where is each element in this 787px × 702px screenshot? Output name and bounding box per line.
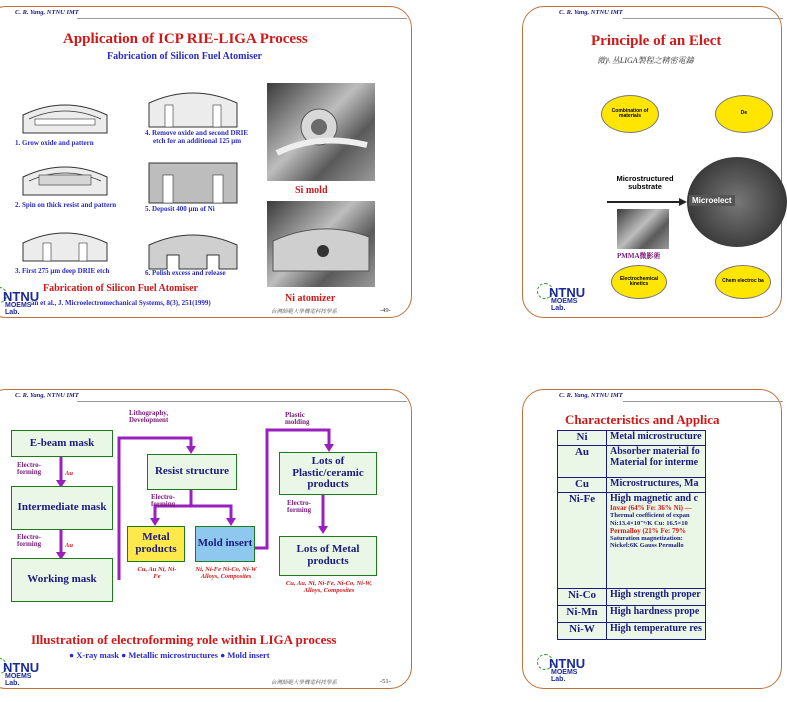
au-label-2: Au [65, 542, 73, 549]
logo-name: NTNU [3, 660, 40, 675]
logo-name: NTNU [549, 285, 586, 300]
gear-image [617, 209, 669, 249]
mold-materials: Ni, Ni-Fe Ni-Co, Ni-W Alloys, Composites [195, 566, 257, 581]
electroforming-label-1: Electro- forming [17, 461, 42, 477]
slide-subtitle: Fabrication of Silicon Fuel Atomiser [107, 51, 262, 62]
reference: an et al., J. Microelectromechanical Systems, 8(3), 251(1999) [31, 299, 211, 307]
logo-lab: MOEMS Lab. [5, 302, 32, 316]
ntnu-logo [0, 658, 43, 687]
table-row [558, 446, 706, 478]
oval-chem: Chem electroc ba [715, 265, 771, 299]
lithography-label: Lithography, Development [129, 409, 169, 425]
lots-metal-materials: Cu, Au, Ni, Ni-Fe, Ni-Co, Ni-W, Alloys, Composites [285, 580, 373, 595]
slide-51 [0, 389, 412, 689]
figure-caption: Fabrication of Silicon Fuel Atomiser [43, 283, 198, 294]
logo-name: NTNU [549, 656, 586, 671]
step-5-diagram [143, 157, 243, 205]
ni-cu-line: Ni:13.4×10⁻⁶/K Cu: 16.5×10 [610, 520, 688, 527]
logo-name: NTNU [3, 289, 40, 304]
desc-cell: Metal microstructure [607, 431, 706, 446]
step-2-diagram [15, 155, 115, 203]
table-row [558, 478, 706, 493]
electroforming-label-4: Electro- forming [287, 499, 312, 515]
desc-cell: High strength proper [607, 589, 706, 606]
intermediate-mask-box: Intermediate mask [11, 486, 113, 530]
page-number: -51- [380, 678, 391, 685]
oval-electrochemical: Electrochemical kinetics [611, 265, 667, 299]
slide-50 [522, 6, 782, 318]
element-cell: Ni-Co [558, 589, 607, 606]
table-row [558, 431, 706, 446]
desc-line-1: High magnetic and c [610, 493, 699, 504]
footer-text: 台灣師範大學機電科技學系 [271, 309, 338, 315]
lots-metal-products-box: Lots of Metal products [279, 536, 377, 576]
element-cell: Au [558, 446, 607, 478]
invar-line: Invar (64% Fe: 36% Ni) — [610, 504, 692, 512]
element-cell: Ni-W [558, 623, 607, 640]
desc-cell [607, 446, 706, 478]
au-label-1: Au [65, 470, 73, 477]
electroforming-label-3: Electro- forming [151, 493, 176, 509]
step-4-caption-cont: etch for an additional 125 μm [153, 137, 242, 145]
table-row [558, 606, 706, 623]
element-cell: Ni-Fe [558, 493, 607, 589]
element-cell: Ni-Mn [558, 606, 607, 623]
slide-49 [0, 6, 412, 318]
desc-cell: High temperature res [607, 623, 706, 640]
ntnu-logo [0, 287, 43, 316]
step-3-caption: 3. First 275 μm deep DRIE etch [15, 267, 110, 275]
slide-52 [522, 389, 782, 689]
header-rule [623, 18, 783, 19]
table-row [558, 589, 706, 606]
plastic-molding-label: Plastic molding [285, 411, 310, 427]
step-3-diagram [15, 221, 115, 269]
permalloy-line: Permalloy (21% Fe: 79% [610, 527, 687, 535]
ni-atomizer-label: Ni atomizer [285, 293, 336, 304]
page-number: -49- [380, 307, 391, 314]
oval-combination: Combination of materials [601, 95, 659, 133]
substrate-label: Microstructured substrate [616, 174, 674, 192]
saturation-line: Saturation magnetization: [610, 535, 683, 542]
author-line: C. R. Yang, NTNU IMT [15, 9, 79, 16]
step-4-diagram [143, 83, 243, 131]
step-4-caption: 4. Remove oxide and second DRIE [145, 129, 249, 137]
ni-atomizer-image [267, 201, 375, 287]
step-5-caption: 5. Deposit 400 μm of Ni [145, 205, 215, 213]
figure-caption: Illustration of electroforming role within LIGA process [31, 632, 337, 647]
desc-cell [607, 493, 706, 589]
header-rule [77, 18, 407, 19]
logo-lab: MOEMS Lab. [5, 673, 32, 687]
thermal-line: Thermal coefficient of expan [610, 512, 690, 519]
metal-materials: Cu, Au Ni, Ni-Fe [137, 566, 177, 581]
ntnu-logo [537, 654, 589, 683]
mold-insert-box: Mold insert [195, 526, 255, 562]
desc-line-2: Material for interme [610, 457, 699, 468]
footer-text: 台灣師範大學機電科技學系 [271, 680, 338, 686]
desc-line-1: Absorber material fo [610, 446, 700, 457]
si-mold-image [267, 83, 375, 181]
slide-title: Application of ICP RIE-LIGA Process [63, 31, 308, 47]
properties-table [557, 430, 706, 640]
gauss-line: Nickel:6K Gauss Permallo [610, 542, 684, 549]
author-line: C. R. Yang, NTNU IMT [559, 9, 623, 16]
element-cell: Cu [558, 478, 607, 493]
step-2-caption: 2. Spin on thick resist and pattern [15, 201, 117, 209]
step-1-diagram [15, 93, 115, 141]
slide-subtitle-cn: 微)\ 丛LIGA製程之精密電鑄 [597, 56, 694, 65]
pmma-label: PMMA微影術 [617, 252, 661, 260]
author-line: C. R. Yang, NTNU IMT [559, 392, 623, 399]
oval-de: De [715, 95, 773, 133]
author-line: C. R. Yang, NTNU IMT [15, 392, 79, 399]
ntnu-logo [537, 283, 589, 312]
step-1-caption: 1. Grow oxide and pattern [15, 139, 94, 147]
logo-lab: MOEMS Lab. [551, 298, 578, 312]
slide-title: Principle of an Elect [591, 33, 722, 49]
element-cell: Ni [558, 431, 607, 446]
desc-cell: High hardness prope [607, 606, 706, 623]
plastic-products-box: Lots of Plastic/ceramic products [279, 452, 377, 495]
bullet-list: ● X-ray mask ● Metallic microstructures ● Mold insert [69, 650, 270, 660]
step-6-diagram [143, 223, 243, 271]
ebeam-mask-box: E-beam mask [11, 430, 113, 457]
si-mold-label: Si mold [295, 185, 328, 196]
logo-lab: MOEMS Lab. [551, 669, 578, 683]
electroforming-label-2: Electro- forming [17, 533, 42, 549]
working-mask-box: Working mask [11, 558, 113, 602]
step-6-caption: 6. Polish excess and release [145, 269, 226, 277]
metal-products-box: Metal products [127, 526, 185, 562]
slide-title: Characteristics and Applica [565, 412, 720, 427]
table-row [558, 623, 706, 640]
resist-structure-box: Resist structure [147, 454, 237, 490]
center-label: Microelect [689, 195, 735, 206]
desc-cell: Microstructures, Ma [607, 478, 706, 493]
arrow-icon [607, 197, 687, 207]
table-row [558, 493, 706, 589]
header-rule [623, 401, 783, 402]
